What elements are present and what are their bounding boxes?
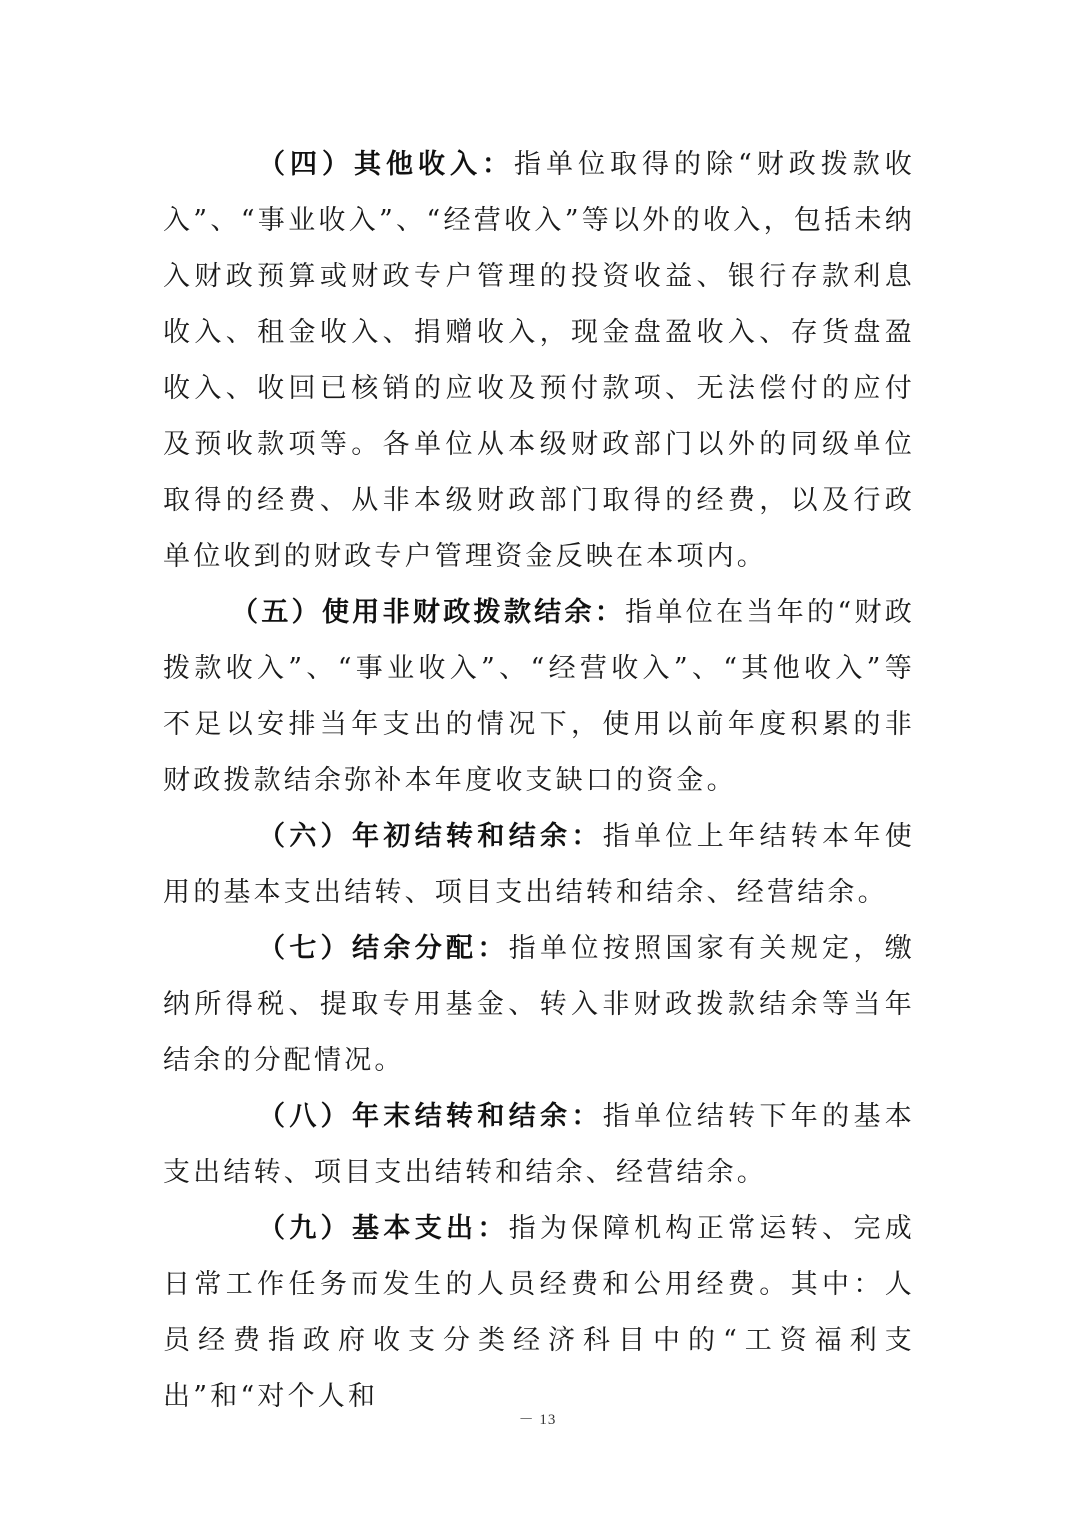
paragraph-basic-expenditure (163, 1201, 915, 1425)
paragraph-text: 指单位在当年的“财政拨款收入”、“事业收入”、“经营收入”、“其他收入”等不足以安排当年支出的情况下，使用以前年度积累的非财政拨款结余弥补本年度收支缺口的资金。 (163, 597, 915, 796)
paragraph-heading: （九）基本支出： (258, 1213, 509, 1244)
paragraph-heading: （六）年初结转和结余： (258, 821, 603, 852)
paragraph-heading: （四）其他收入： (258, 149, 514, 180)
paragraph-text: 指单位上年结转本年使用的基本支出结转、项目支出结转和结余、经营结余。 (163, 821, 916, 908)
paragraph-text: 指单位按照国家有关规定，缴纳所得税、提取专用基金、转入非财政拨款结余等当年结余的分配情况。 (163, 933, 915, 1076)
paragraph-text: 指为保障机构正常运转、完成日常工作任务而发生的人员经费和公用经费。其中：人员经费指政府收支分类经济科目中的“工资福利支出”和“对个人和 (163, 1213, 915, 1412)
paragraph-text: 指单位结转下年的基本支出结转、项目支出结转和结余、经营结余。 (163, 1101, 916, 1188)
paragraph-heading: （五）使用非财政拨款结余： (231, 597, 626, 628)
paragraph-other-income (163, 137, 915, 585)
document-body (163, 137, 915, 1425)
paragraph-balance-distribution (163, 921, 915, 1089)
paragraph-closing-carryover (163, 1089, 915, 1201)
page-number: － 13 (518, 1412, 557, 1428)
paragraph-heading: （七）结余分配： (258, 933, 509, 964)
paragraph-heading: （八）年末结转和结余： (258, 1101, 603, 1132)
paragraph-text: 指单位取得的除“财政拨款收入”、“事业收入”、“经营收入”等以外的收入，包括未纳入财政预算或财政专户管理的投资收益、银行存款利息收入、租金收入、捐赠收入，现金盘盈收入、存货盘盈收入、收回已核销的应收及预付款项、无法偿付的应付及预收款项等。各单位从本级财政部门以外的同级单位取得的经费、从非本级财政部门取得的经费，以及行政单位收到的财政专户管理资金反映在本项内。 (163, 149, 915, 572)
paragraph-non-fiscal-balance (163, 585, 915, 809)
paragraph-opening-carryover (163, 809, 915, 921)
